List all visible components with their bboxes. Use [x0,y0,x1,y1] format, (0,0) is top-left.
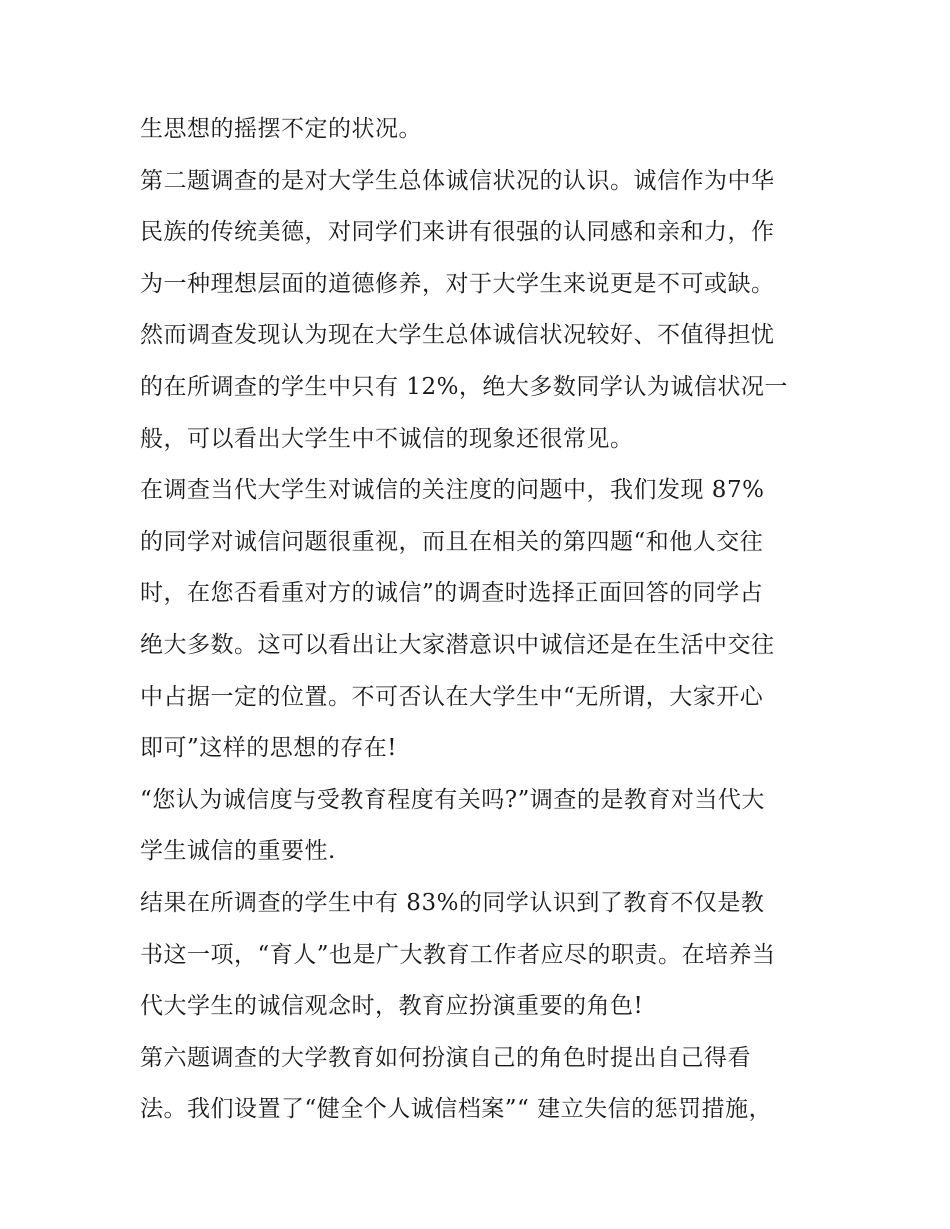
text-line: “您认为诚信度与受教育程度有关吗?”调查的是教育对当代大 [140,786,765,813]
text-line: 生思想的摇摆不定的状况。 [140,116,422,142]
text-line: 书这一项，“育人”也是广大教育工作者应尽的职责。在培养当 [140,941,776,968]
document-body [140,104,830,1136]
text-line: 的在所调查的学生中只有 12%，绝大多数同学认为诚信状况一 [140,373,788,400]
text-line: 学生诚信的重要性. [140,838,336,865]
text-line: 结果在所调查的学生中有 83%的同学认识到了教育不仅是教 [140,889,765,916]
text-line: 为一种理想层面的道德修养，对于大学生来说更是不可或缺。 [140,270,775,297]
text-line: 然而调查发现认为现在大学生总体诚信状况较好、不值得担忧 [140,322,775,349]
text-line: 即可”这样的思想的存在! [140,735,398,762]
text-line: 代大学生的诚信观念时，教育应扮演重要的角色! [140,993,644,1020]
text-line: 般，可以看出大学生中不诚信的现象还很常见。 [140,425,634,452]
text-line: 在调查当代大学生对诚信的关注度的问题中，我们发现 87% [140,477,765,504]
text-line: 法。我们设置了“健全个人诚信档案”“ 建立失信的惩罚措施， [140,1096,773,1123]
text-line: 时，在您否看重对方的诚信”的调查时选择正面回答的同学占 [140,580,764,607]
text-line: 中占据一定的位置。不可否认在大学生中“无所谓，大家开心 [140,683,764,710]
text-line: 第二题调查的是对大学生总体诚信状况的认识。诚信作为中华 [140,167,775,194]
text-line: 第六题调查的大学教育如何扮演自己的角色时提出自己得看 [140,1044,751,1071]
text-line: 民族的传统美德，对同学们来讲有很强的认同感和亲和力，作 [140,219,775,246]
text-line: 绝大多数。这可以看出让大家潜意识中诚信还是在生活中交往 [140,631,775,658]
text-line: 的同学对诚信问题很重视，而且在相关的第四题“和他人交往 [140,528,764,555]
